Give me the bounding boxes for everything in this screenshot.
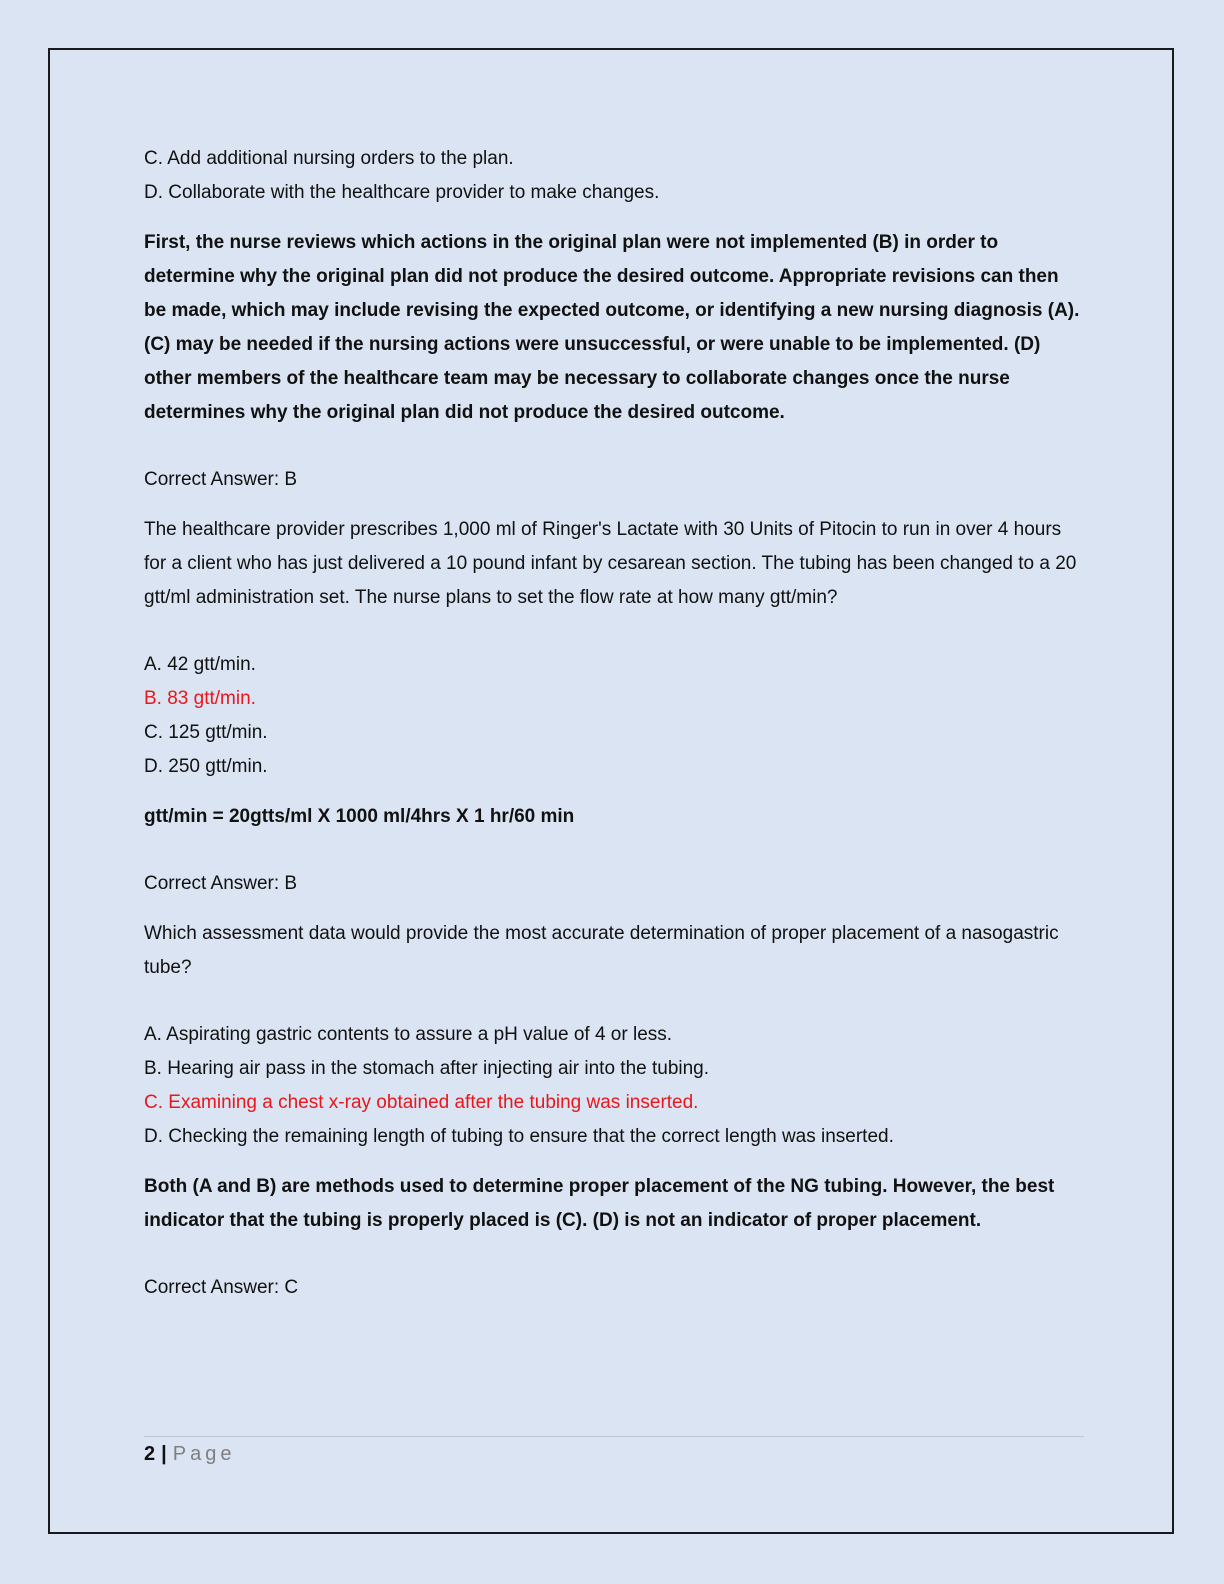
q2-option-c: C. 125 gtt/min.: [144, 722, 268, 743]
q3-correct-answer: Correct Answer: C: [144, 1277, 299, 1298]
page-footer: [144, 1440, 235, 1468]
q1-rationale: First, the nurse reviews which actions in the original plan were not implemented (B) in order to determine why the original plan did not produce the desired outcome. Appropriate revisions can then be made, which may include revising the expected outcome, or identifying a new nursing diagnosis (A). (C) may be needed if the nursing actions were unsuccessful, or were unable to be implemented. (D) other members of the healthcare team may be necessary to collaborate changes once the nurse determines why the original plan did not produce the desired outcome.: [144, 232, 1080, 423]
q2-option-a: A. 42 gtt/min.: [144, 654, 256, 675]
q2-correct-answer: Correct Answer: B: [144, 873, 298, 894]
q2-rationale-formula: gtt/min = 20gtts/ml X 1000 ml/4hrs X 1 hr/60 min: [144, 806, 575, 827]
q2-question: The healthcare provider prescribes 1,000 ml of Ringer's Lactate with 30 Units of Pitocin to run in over 4 hours for a client who has just delivered a 10 pound infant by cesarean section. The tubing has been changed to a 20 gtt/ml administration set. The nurse plans to set the flow rate at how many gtt/min?: [144, 519, 1077, 608]
q2-option-d: D. 250 gtt/min.: [144, 756, 268, 777]
page-number: 2: [144, 1443, 156, 1465]
q3-rationale: Both (A and B) are methods used to determine proper placement of the NG tubing. However, the best indicator that the tubing is properly placed is (C). (D) is not an indicator of proper placement.: [144, 1176, 1055, 1231]
q1-option-d: D. Collaborate with the healthcare provider to make changes.: [144, 182, 660, 203]
q3-option-a: A. Aspirating gastric contents to assure a pH value of 4 or less.: [144, 1024, 673, 1045]
document-body: [144, 142, 1084, 1305]
q1-option-c: C. Add additional nursing orders to the plan.: [144, 148, 514, 169]
q2-option-b-correct: B. 83 gtt/min.: [144, 688, 256, 709]
page-label: Page: [172, 1443, 236, 1465]
q1-correct-answer: Correct Answer: B: [144, 469, 298, 490]
q3-option-b: B. Hearing air pass in the stomach after injecting air into the tubing.: [144, 1058, 710, 1079]
footer-divider: [144, 1436, 1084, 1437]
q3-question: Which assessment data would provide the most accurate determination of proper placement of a nasogastric tube?: [144, 923, 1059, 978]
q3-option-c-correct: C. Examining a chest x-ray obtained after the tubing was inserted.: [144, 1092, 699, 1113]
q3-option-d: D. Checking the remaining length of tubing to ensure that the correct length was inserted.: [144, 1126, 894, 1147]
footer-separator: |: [161, 1443, 167, 1465]
